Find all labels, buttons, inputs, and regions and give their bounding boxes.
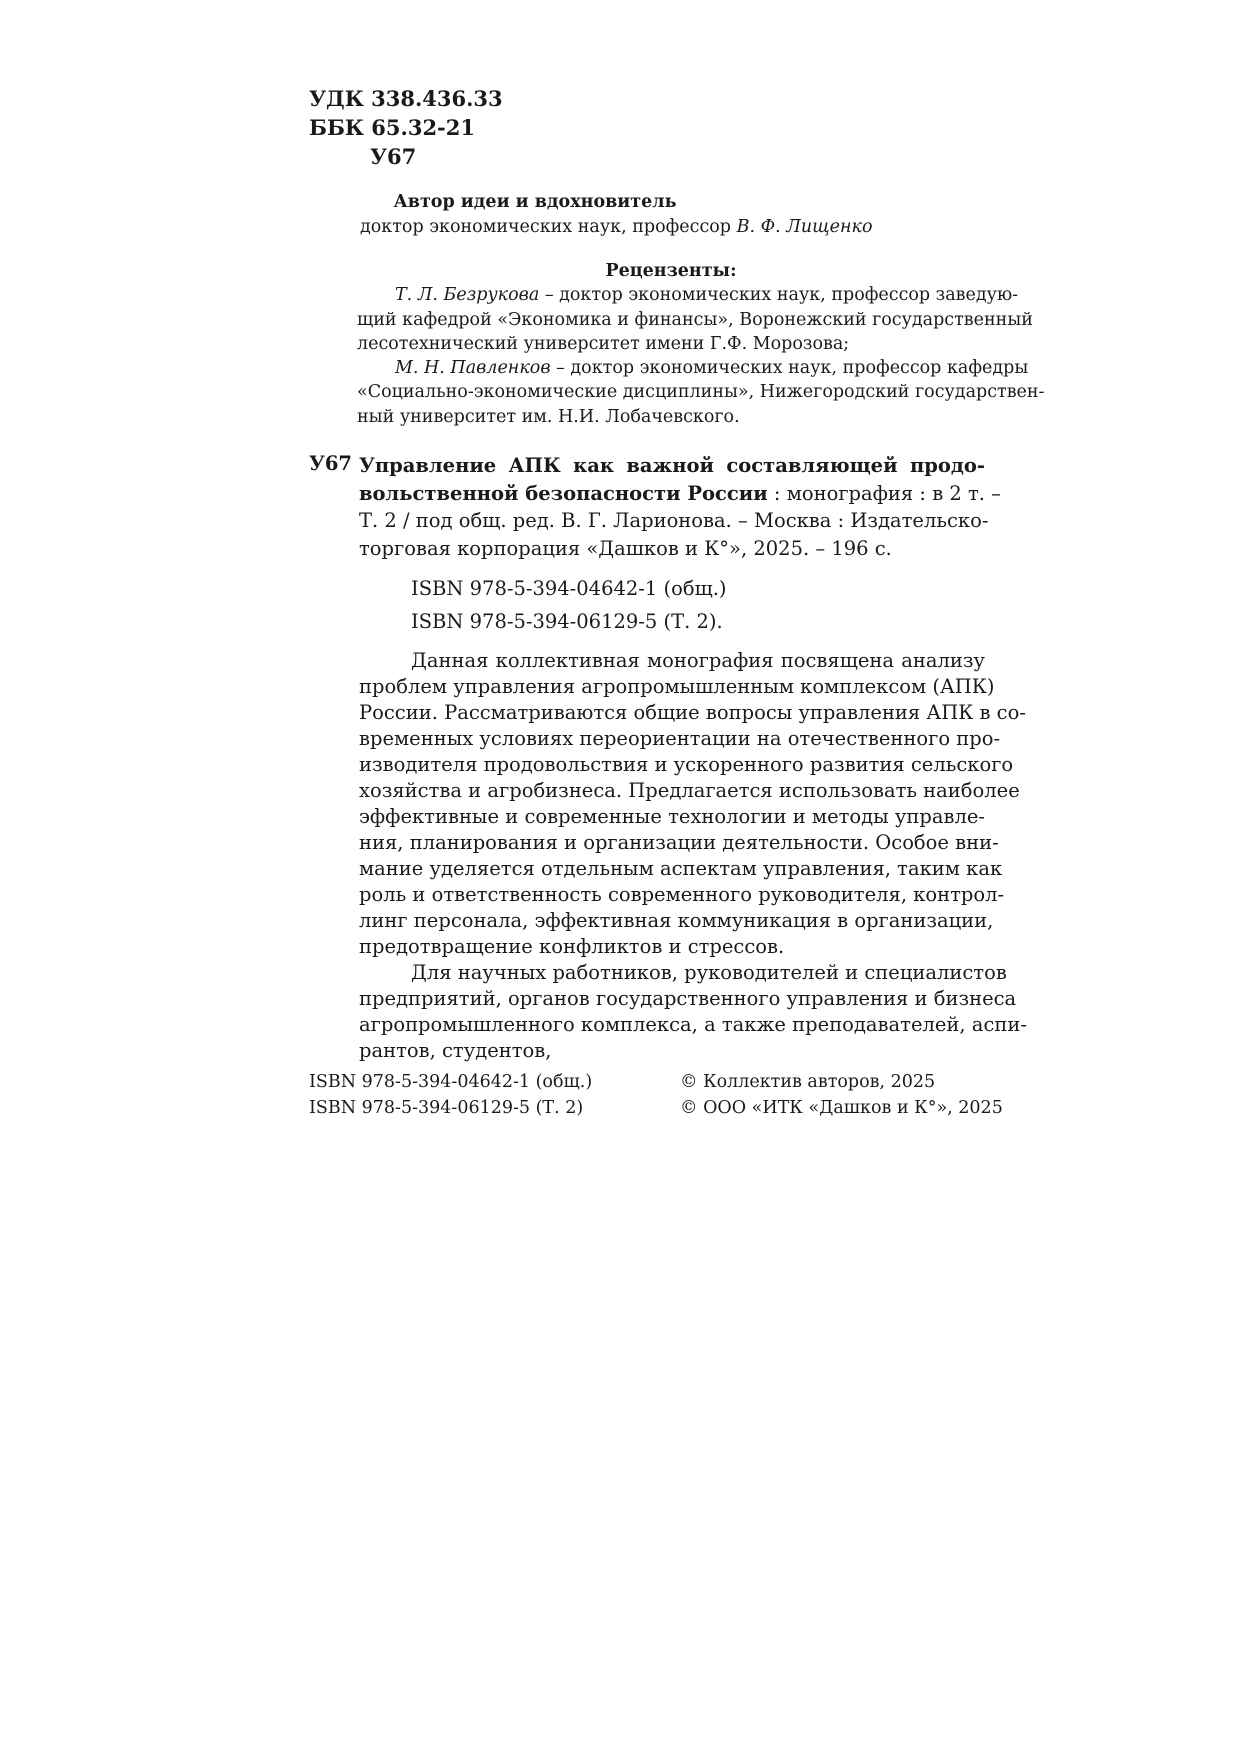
classification-codes	[309, 84, 503, 171]
abstract-line: мание уделяется отдельным аспектам управления, таким как	[359, 857, 1003, 880]
idea-name: В. Ф. Лищенко	[736, 217, 873, 237]
entry-isbn: ISBN 978-5-394-04642-1 (общ.)	[411, 577, 727, 600]
entry-imprint-line: торговая корпорация «Дашков и К°», 2025. – 196 с.	[359, 536, 892, 560]
footer-isbn: ISBN 978-5-394-04642-1 (общ.)	[309, 1072, 593, 1092]
reviewer-2-line: ный университет им. Н.И. Лобачевского.	[357, 406, 740, 427]
reviewer-1-line: лесотехнический университет имени Г.Ф. Морозова;	[357, 333, 850, 354]
entry-isbn: ISBN 978-5-394-06129-5 (Т. 2).	[411, 610, 723, 633]
udk-code: УДК 338.436.33	[309, 86, 503, 111]
reviewer-2-line: «Социально-экономические дисциплины», Нижегородский государствен-	[357, 382, 1045, 403]
abstract-line: предотвращение конфликтов и стрессов.	[359, 935, 785, 958]
footer-block	[309, 1069, 1003, 1121]
footer-row	[309, 1095, 1003, 1121]
entry-title-end: вольственной безопасности России	[359, 481, 768, 505]
audience-line: предприятий, органов государственного управления и бизнеса	[359, 987, 1017, 1010]
reviewer-1-text: – доктор экономических наук, профессор заведую-	[539, 285, 1019, 306]
reviewer-1-line	[357, 283, 1019, 307]
footer-row	[309, 1069, 985, 1095]
abstract-line: роль и ответственность современного руководителя, контрол-	[359, 883, 1005, 906]
reviewer-2-text: – доктор экономических наук, профессор кафедры	[550, 358, 1029, 379]
footer-copyright: © ООО «ИТК «Дашков и К°», 2025	[680, 1098, 1003, 1118]
footer-copyright: © Коллектив авторов, 2025	[680, 1072, 936, 1092]
abstract-line: временных условиях переориентации на отечественного про-	[359, 727, 1001, 750]
idea-heading: Автор идеи и вдохновитель	[393, 192, 677, 212]
abstract-line: хозяйства и агробизнеса. Предлагается использовать наиболее	[359, 779, 1020, 802]
reviewers-block	[357, 259, 1045, 429]
reviewer-2-line	[357, 356, 1029, 380]
author-mark: У67	[370, 144, 417, 169]
entry-type: : монография : в 2 т. –	[767, 481, 1001, 505]
bbk-code: ББК 65.32-21	[309, 115, 476, 140]
idea-author-block	[360, 190, 873, 240]
idea-credit-line	[360, 215, 873, 240]
reviewer-2-name: М. Н. Павленков	[395, 358, 551, 379]
entry-isbn-block	[359, 572, 985, 638]
abstract-line: эффективные и современные технологии и методы управле-	[359, 805, 985, 828]
idea-credentials: доктор экономических наук, профессор	[360, 217, 731, 237]
audience-line: рантов, студентов,	[359, 1039, 552, 1062]
abstract-line: России. Рассматриваются общие вопросы управления АПК в со-	[359, 701, 1026, 724]
abstract-line: ния, планирования и организации деятельности. Особое вни-	[359, 831, 999, 854]
audience-line: Для научных работников, руководителей и специалистов	[411, 961, 1007, 984]
entry-title-line: Управление АПК как важной составляющей продо-	[359, 454, 985, 477]
entry-code: У67	[309, 452, 352, 475]
reviewer-1-line: щий кафедрой «Экономика и финансы», Воронежский государственный	[357, 309, 1033, 330]
abstract-line: линг персонала, эффективная коммуникация в организации,	[359, 909, 994, 932]
abstract-line: проблем управления агропромышленным комплексом (АПК)	[359, 675, 995, 698]
abstract	[359, 648, 1027, 1064]
audience-line: агропромышленного комплекса, а также преподавателей, аспи-	[359, 1013, 1027, 1036]
reviewers-heading: Рецензенты:	[605, 261, 737, 281]
entry-title-line	[359, 480, 1001, 508]
abstract-line: Данная коллективная монография посвящена анализу	[411, 649, 985, 672]
footer-isbn: ISBN 978-5-394-06129-5 (Т. 2)	[309, 1098, 584, 1118]
entry-imprint-line: Т. 2 / под общ. ред. В. Г. Ларионова. – Москва : Издательско-	[359, 509, 989, 532]
reviewer-1-name: Т. Л. Безрукова	[395, 285, 540, 306]
entry-body	[359, 452, 1027, 1064]
abstract-line: изводителя продовольствия и ускоренного развития сельского	[359, 753, 1014, 776]
